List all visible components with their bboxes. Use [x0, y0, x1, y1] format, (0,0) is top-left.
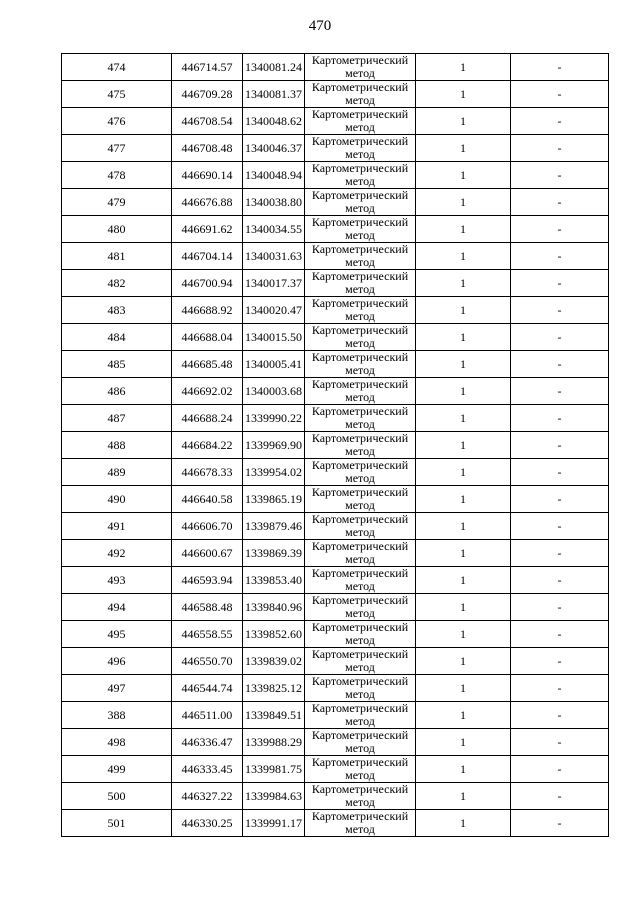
- description-cell: -: [511, 648, 609, 675]
- table-row: [62, 108, 609, 135]
- method-cell: [305, 756, 416, 783]
- table-row: [62, 729, 609, 756]
- y-coordinate-cell: 1339988.29: [243, 729, 305, 756]
- accuracy-cell: 1: [416, 594, 511, 621]
- method-line-2: метод: [345, 66, 375, 80]
- description-cell: -: [511, 756, 609, 783]
- y-coordinate-cell: 1339984.63: [243, 783, 305, 810]
- method-cell: [305, 108, 416, 135]
- x-coordinate-cell: 446558.55: [172, 621, 243, 648]
- point-number-cell: 478: [62, 162, 172, 189]
- method-cell: [305, 675, 416, 702]
- point-number-cell: 481: [62, 243, 172, 270]
- method-cell: [305, 432, 416, 459]
- y-coordinate-cell: 1340046.37: [243, 135, 305, 162]
- y-coordinate-cell: 1339981.75: [243, 756, 305, 783]
- accuracy-cell: 1: [416, 135, 511, 162]
- method-line-1: Картометрический: [311, 809, 409, 823]
- y-coordinate-cell: 1340003.68: [243, 378, 305, 405]
- y-coordinate-cell: 1340081.37: [243, 81, 305, 108]
- x-coordinate-cell: 446708.54: [172, 108, 243, 135]
- y-coordinate-cell: 1340017.37: [243, 270, 305, 297]
- x-coordinate-cell: 446544.74: [172, 675, 243, 702]
- method-line-2: метод: [345, 120, 375, 134]
- point-number-cell: 474: [62, 54, 172, 81]
- x-coordinate-cell: 446600.67: [172, 540, 243, 567]
- description-cell: -: [511, 189, 609, 216]
- method-line-2: метод: [345, 309, 375, 323]
- method-cell: [305, 729, 416, 756]
- method-line-1: Картометрический: [311, 404, 409, 418]
- description-cell: -: [511, 567, 609, 594]
- table-row: [62, 486, 609, 513]
- description-cell: -: [511, 324, 609, 351]
- accuracy-cell: 1: [416, 189, 511, 216]
- x-coordinate-cell: 446327.22: [172, 783, 243, 810]
- accuracy-cell: 1: [416, 351, 511, 378]
- method-line-1: Картометрический: [311, 593, 409, 607]
- y-coordinate-cell: 1340048.94: [243, 162, 305, 189]
- x-coordinate-cell: 446709.28: [172, 81, 243, 108]
- method-cell: [305, 405, 416, 432]
- method-line-2: метод: [345, 444, 375, 458]
- accuracy-cell: 1: [416, 675, 511, 702]
- description-cell: -: [511, 378, 609, 405]
- x-coordinate-cell: 446678.33: [172, 459, 243, 486]
- method-cell: [305, 648, 416, 675]
- x-coordinate-cell: 446691.62: [172, 216, 243, 243]
- x-coordinate-cell: 446336.47: [172, 729, 243, 756]
- accuracy-cell: 1: [416, 270, 511, 297]
- description-cell: -: [511, 810, 609, 837]
- y-coordinate-cell: 1339849.51: [243, 702, 305, 729]
- method-cell: [305, 297, 416, 324]
- x-coordinate-cell: 446692.02: [172, 378, 243, 405]
- description-cell: -: [511, 81, 609, 108]
- x-coordinate-cell: 446606.70: [172, 513, 243, 540]
- method-cell: [305, 459, 416, 486]
- y-coordinate-cell: 1339991.17: [243, 810, 305, 837]
- method-line-2: метод: [345, 552, 375, 566]
- method-cell: [305, 270, 416, 297]
- method-line-1: Картометрический: [311, 782, 409, 796]
- x-coordinate-cell: 446511.00: [172, 702, 243, 729]
- method-line-1: Картометрический: [311, 647, 409, 661]
- description-cell: -: [511, 405, 609, 432]
- x-coordinate-cell: 446333.45: [172, 756, 243, 783]
- description-cell: -: [511, 729, 609, 756]
- point-number-cell: 483: [62, 297, 172, 324]
- method-cell: [305, 243, 416, 270]
- point-number-cell: 486: [62, 378, 172, 405]
- y-coordinate-cell: 1339969.90: [243, 432, 305, 459]
- method-line-2: метод: [345, 201, 375, 215]
- table-row: [62, 513, 609, 540]
- method-cell: [305, 54, 416, 81]
- method-line-1: Картометрический: [311, 728, 409, 742]
- method-line-2: метод: [345, 174, 375, 188]
- method-cell: [305, 324, 416, 351]
- y-coordinate-cell: 1340031.63: [243, 243, 305, 270]
- description-cell: -: [511, 351, 609, 378]
- table-row: [62, 81, 609, 108]
- method-line-2: метод: [345, 714, 375, 728]
- y-coordinate-cell: 1339869.39: [243, 540, 305, 567]
- accuracy-cell: 1: [416, 513, 511, 540]
- method-line-2: метод: [345, 255, 375, 269]
- point-number-cell: 477: [62, 135, 172, 162]
- accuracy-cell: 1: [416, 729, 511, 756]
- method-cell: [305, 216, 416, 243]
- description-cell: -: [511, 162, 609, 189]
- method-line-1: Картометрический: [311, 80, 409, 94]
- y-coordinate-cell: 1339865.19: [243, 486, 305, 513]
- method-cell: [305, 378, 416, 405]
- y-coordinate-cell: 1339839.02: [243, 648, 305, 675]
- method-cell: [305, 594, 416, 621]
- accuracy-cell: 1: [416, 459, 511, 486]
- description-cell: -: [511, 702, 609, 729]
- accuracy-cell: 1: [416, 297, 511, 324]
- description-cell: -: [511, 432, 609, 459]
- method-line-2: метод: [345, 282, 375, 296]
- point-number-cell: 484: [62, 324, 172, 351]
- y-coordinate-cell: 1340034.55: [243, 216, 305, 243]
- x-coordinate-cell: 446330.25: [172, 810, 243, 837]
- method-line-2: метод: [345, 363, 375, 377]
- method-line-1: Картометрический: [311, 377, 409, 391]
- y-coordinate-cell: 1340015.50: [243, 324, 305, 351]
- y-coordinate-cell: 1339853.40: [243, 567, 305, 594]
- point-number-cell: 485: [62, 351, 172, 378]
- table-row: [62, 702, 609, 729]
- accuracy-cell: 1: [416, 81, 511, 108]
- y-coordinate-cell: 1340005.41: [243, 351, 305, 378]
- point-number-cell: 494: [62, 594, 172, 621]
- accuracy-cell: 1: [416, 486, 511, 513]
- description-cell: -: [511, 54, 609, 81]
- method-line-1: Картометрический: [311, 296, 409, 310]
- description-cell: -: [511, 675, 609, 702]
- accuracy-cell: 1: [416, 216, 511, 243]
- method-line-1: Картометрический: [311, 350, 409, 364]
- method-line-2: метод: [345, 660, 375, 674]
- y-coordinate-cell: 1339840.96: [243, 594, 305, 621]
- method-line-2: метод: [345, 606, 375, 620]
- point-number-cell: 496: [62, 648, 172, 675]
- y-coordinate-cell: 1339852.60: [243, 621, 305, 648]
- method-line-2: метод: [345, 93, 375, 107]
- accuracy-cell: 1: [416, 702, 511, 729]
- method-line-1: Картометрический: [311, 215, 409, 229]
- description-cell: -: [511, 243, 609, 270]
- table-row: [62, 405, 609, 432]
- point-number-cell: 492: [62, 540, 172, 567]
- method-line-2: метод: [345, 336, 375, 350]
- method-line-1: Картометрический: [311, 458, 409, 472]
- accuracy-cell: 1: [416, 621, 511, 648]
- point-number-cell: 501: [62, 810, 172, 837]
- x-coordinate-cell: 446550.70: [172, 648, 243, 675]
- point-number-cell: 479: [62, 189, 172, 216]
- point-number-cell: 495: [62, 621, 172, 648]
- accuracy-cell: 1: [416, 108, 511, 135]
- table-row: [62, 378, 609, 405]
- table-row: [62, 594, 609, 621]
- table-row: [62, 648, 609, 675]
- table-row: [62, 783, 609, 810]
- x-coordinate-cell: 446704.14: [172, 243, 243, 270]
- point-number-cell: 487: [62, 405, 172, 432]
- x-coordinate-cell: 446684.22: [172, 432, 243, 459]
- description-cell: -: [511, 270, 609, 297]
- x-coordinate-cell: 446676.88: [172, 189, 243, 216]
- method-cell: [305, 621, 416, 648]
- coordinates-table: [61, 53, 609, 837]
- method-line-1: Картометрический: [311, 620, 409, 634]
- method-line-1: Картометрический: [311, 512, 409, 526]
- table-row: [62, 621, 609, 648]
- point-number-cell: 489: [62, 459, 172, 486]
- accuracy-cell: 1: [416, 648, 511, 675]
- accuracy-cell: 1: [416, 54, 511, 81]
- x-coordinate-cell: 446593.94: [172, 567, 243, 594]
- point-number-cell: 388: [62, 702, 172, 729]
- x-coordinate-cell: 446690.14: [172, 162, 243, 189]
- method-cell: [305, 702, 416, 729]
- description-cell: -: [511, 783, 609, 810]
- method-line-2: метод: [345, 768, 375, 782]
- method-line-2: метод: [345, 687, 375, 701]
- method-line-1: Картометрический: [311, 53, 409, 67]
- method-line-2: метод: [345, 741, 375, 755]
- description-cell: -: [511, 108, 609, 135]
- table-row: [62, 162, 609, 189]
- table-row: [62, 756, 609, 783]
- method-cell: [305, 162, 416, 189]
- method-line-2: метод: [345, 390, 375, 404]
- method-cell: [305, 486, 416, 513]
- method-cell: [305, 189, 416, 216]
- x-coordinate-cell: 446640.58: [172, 486, 243, 513]
- description-cell: -: [511, 594, 609, 621]
- method-line-2: метод: [345, 525, 375, 539]
- table-row: [62, 459, 609, 486]
- method-line-2: метод: [345, 633, 375, 647]
- description-cell: -: [511, 297, 609, 324]
- table-row: [62, 243, 609, 270]
- x-coordinate-cell: 446714.57: [172, 54, 243, 81]
- point-number-cell: 500: [62, 783, 172, 810]
- y-coordinate-cell: 1339825.12: [243, 675, 305, 702]
- method-line-1: Картометрический: [311, 674, 409, 688]
- point-number-cell: 490: [62, 486, 172, 513]
- table-row: [62, 135, 609, 162]
- description-cell: -: [511, 216, 609, 243]
- point-number-cell: 482: [62, 270, 172, 297]
- point-number-cell: 491: [62, 513, 172, 540]
- point-number-cell: 493: [62, 567, 172, 594]
- y-coordinate-cell: 1339879.46: [243, 513, 305, 540]
- method-line-2: метод: [345, 579, 375, 593]
- table-row: [62, 810, 609, 837]
- point-number-cell: 475: [62, 81, 172, 108]
- method-cell: [305, 783, 416, 810]
- y-coordinate-cell: 1339954.02: [243, 459, 305, 486]
- description-cell: -: [511, 540, 609, 567]
- point-number-cell: 498: [62, 729, 172, 756]
- method-line-2: метод: [345, 228, 375, 242]
- description-cell: -: [511, 135, 609, 162]
- table-row: [62, 567, 609, 594]
- method-line-1: Картометрический: [311, 134, 409, 148]
- accuracy-cell: 1: [416, 540, 511, 567]
- method-line-2: метод: [345, 795, 375, 809]
- method-line-1: Картометрический: [311, 485, 409, 499]
- description-cell: -: [511, 513, 609, 540]
- method-cell: [305, 567, 416, 594]
- method-cell: [305, 540, 416, 567]
- x-coordinate-cell: 446708.48: [172, 135, 243, 162]
- method-line-2: метод: [345, 498, 375, 512]
- x-coordinate-cell: 446688.92: [172, 297, 243, 324]
- accuracy-cell: 1: [416, 432, 511, 459]
- method-line-1: Картометрический: [311, 431, 409, 445]
- accuracy-cell: 1: [416, 324, 511, 351]
- method-line-2: метод: [345, 147, 375, 161]
- method-line-1: Картометрический: [311, 566, 409, 580]
- accuracy-cell: 1: [416, 567, 511, 594]
- point-number-cell: 499: [62, 756, 172, 783]
- method-line-1: Картометрический: [311, 539, 409, 553]
- y-coordinate-cell: 1340048.62: [243, 108, 305, 135]
- point-number-cell: 488: [62, 432, 172, 459]
- table-row: [62, 432, 609, 459]
- method-cell: [305, 810, 416, 837]
- accuracy-cell: 1: [416, 783, 511, 810]
- description-cell: -: [511, 621, 609, 648]
- y-coordinate-cell: 1339990.22: [243, 405, 305, 432]
- table-row: [62, 297, 609, 324]
- point-number-cell: 476: [62, 108, 172, 135]
- x-coordinate-cell: 446688.24: [172, 405, 243, 432]
- method-line-1: Картометрический: [311, 701, 409, 715]
- method-line-2: метод: [345, 822, 375, 836]
- y-coordinate-cell: 1340020.47: [243, 297, 305, 324]
- method-line-2: метод: [345, 417, 375, 431]
- table-row: [62, 270, 609, 297]
- y-coordinate-cell: 1340038.80: [243, 189, 305, 216]
- table-row: [62, 351, 609, 378]
- accuracy-cell: 1: [416, 378, 511, 405]
- point-number-cell: 497: [62, 675, 172, 702]
- point-number-cell: 480: [62, 216, 172, 243]
- method-cell: [305, 135, 416, 162]
- table-row: [62, 54, 609, 81]
- table-row: [62, 324, 609, 351]
- coordinates-table-body: [62, 54, 609, 837]
- accuracy-cell: 1: [416, 405, 511, 432]
- method-line-1: Картометрический: [311, 107, 409, 121]
- description-cell: -: [511, 486, 609, 513]
- method-line-1: Картометрический: [311, 188, 409, 202]
- method-line-1: Картометрический: [311, 755, 409, 769]
- method-line-1: Картометрический: [311, 242, 409, 256]
- accuracy-cell: 1: [416, 243, 511, 270]
- method-line-1: Картометрический: [311, 269, 409, 283]
- table-row: [62, 189, 609, 216]
- description-cell: -: [511, 459, 609, 486]
- method-line-1: Картометрический: [311, 323, 409, 337]
- table-row: [62, 216, 609, 243]
- page-number: 470: [308, 18, 332, 34]
- x-coordinate-cell: 446688.04: [172, 324, 243, 351]
- method-cell: [305, 81, 416, 108]
- x-coordinate-cell: 446700.94: [172, 270, 243, 297]
- accuracy-cell: 1: [416, 162, 511, 189]
- accuracy-cell: 1: [416, 756, 511, 783]
- method-line-2: метод: [345, 471, 375, 485]
- accuracy-cell: 1: [416, 810, 511, 837]
- table-row: [62, 540, 609, 567]
- x-coordinate-cell: 446588.48: [172, 594, 243, 621]
- x-coordinate-cell: 446685.48: [172, 351, 243, 378]
- method-line-1: Картометрический: [311, 161, 409, 175]
- method-cell: [305, 513, 416, 540]
- method-cell: [305, 351, 416, 378]
- y-coordinate-cell: 1340081.24: [243, 54, 305, 81]
- table-row: [62, 675, 609, 702]
